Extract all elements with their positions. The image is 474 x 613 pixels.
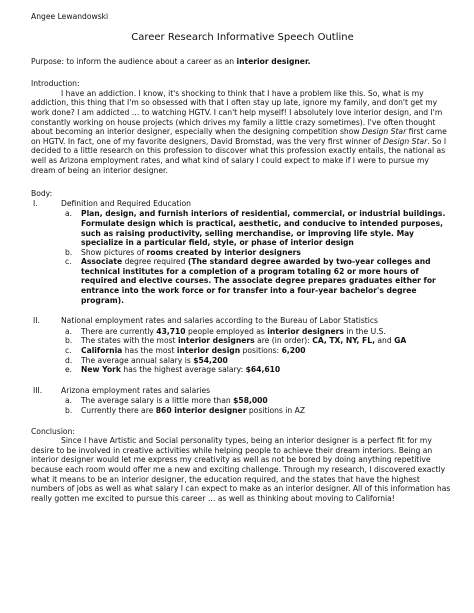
item-text-bold: (The standard degree awarded by two-year colleges and technical institutes for a completion of a program totaling 62 or more hours of required and elective courses. The associate degree prepares graduates either for entrance into the work force or for transfer into a four-year bachelor's degree program). [81,257,436,305]
outline-item [61,248,454,258]
outline-item [61,406,454,416]
item-text-bold: 860 interior designer [155,406,247,415]
item-text-run: are (in order): [254,336,313,346]
body-sections [31,199,454,416]
item-text-run: There are currently [81,326,157,336]
item-text [81,209,454,247]
purpose-line [31,57,454,67]
item-text-run: positions in AZ [246,406,306,415]
item-text [81,396,454,406]
conclusion-heading: Conclusion: [31,426,75,436]
section-numeral: I. [33,198,38,208]
body-heading: Body: [31,189,53,199]
introduction-paragraph [31,89,454,175]
item-letter: b. [65,247,73,257]
item-text [81,365,454,375]
item-text-bold: Associate [81,257,123,267]
outline-section [31,316,454,375]
purpose-text: Purpose: to inform the audience about a career as an [31,56,237,66]
item-text-run: has the most [122,346,177,356]
item-letter: c. [65,346,72,356]
intro-text-2: first came on HGTV. In fact, one of my favorite designers, David Bromstad, was the very first winner of [31,127,447,146]
item-text [81,248,454,258]
item-text-run: The average annual salary is [81,355,194,365]
item-text [81,257,454,305]
item-text-bold: interior designers [267,326,344,336]
outline-item [61,356,454,366]
item-text-bold: Plan, design, and furnish interiors of residential, commercial, or industrial buildings. Formulate design which is practical, aesthetic, and conducive to intended purposes, such as raising productivity, selling merchandise, or improving life style. May specialize in a particular field, style, or phase of interior design [81,209,446,248]
intro-text-1: I have an addiction. I know, it's shocking to think that I have a problem like this. So, what is my addiction, this thing that I'm so obsessed with that I often stay up late, ignore my family, and don't get my work done? I am addicted … to watching HGTV. I can't help myself! I absolutely love interior design, and I'm constantly working on house projects (which drives my family a little crazy sometimes). I've often thought about becoming an interior designer, especially when the designing competition show [31,88,443,137]
section-content [61,386,454,416]
item-letter: a. [65,326,73,336]
introduction-heading: Introduction: [31,79,80,89]
document-title: Career Research Informative Speech Outline [131,31,354,43]
item-text-bold: GA [394,336,407,346]
item-text-run: has the highest average salary: [120,365,246,375]
intro-italic-1: Design Star [362,127,407,137]
item-letter: b. [65,406,73,415]
purpose-bold: interior designer. [236,56,311,66]
item-text [81,336,454,346]
item-text-run: people employed as [185,326,268,336]
item-text-run: The average salary is a little more than [81,396,234,406]
item-text-run: The states with the most [81,336,178,346]
item-text-bold: interior designers [177,336,255,346]
item-letter: d. [65,355,73,365]
item-text-bold: New York [81,365,121,375]
item-text-run: and [374,336,395,346]
item-text-bold: California [81,346,123,356]
item-letter: a. [65,209,73,219]
item-text-run: in the U.S. [343,326,386,336]
section-items [61,209,454,305]
intro-text-3: . So I decided to a little research on this profession to discover what this profession exactly entails, the national as well as Arizona employment rates, and what kind of salary I could expect to make if I were to pursue my dream of being an interior designer. [31,136,447,175]
conclusion-paragraph: Since I have Artistic and Social personality types, being an interior designer is a perfect fit for my desire to be involved in creative activities while helping people to achieve their dream interiors. Being an interior designer would let me express my creativity as well as not be bored by doing anything repetitive because each room would offer me a new and exciting challenge. Through my research, I discovered exactly what it means to be an interior designer, the education required, and the states that have the highest numbers of jobs as well as what salary I can expect to make as an interior designer. All of this information has really gotten me excited to pursue this career … as well as thinking about moving to California! [31,436,451,503]
section-numeral: III. [33,385,43,395]
section-content [61,316,454,375]
item-text [81,356,454,366]
item-text-run: Currently there are [81,406,156,415]
outline-item [61,257,454,305]
item-text-bold: CA, TX, NY, FL, [312,336,375,346]
item-letter: c. [65,257,72,267]
author-name: Angee Lewandowski [31,12,109,21]
outline-item [61,327,454,337]
item-text [81,406,454,416]
item-text-bold: 43,710 [156,326,186,336]
item-text-bold: interior design [176,346,241,356]
section-title: Arizona employment rates and salaries [61,385,211,395]
item-text-bold: $54,200 [193,355,228,365]
outline-item [61,336,454,346]
outline-section [31,386,454,416]
item-letter: e. [65,365,73,375]
section-title: National employment rates and salaries according to the Bureau of Labor Statistics [61,316,379,326]
intro-italic-2: Design Star [383,136,428,146]
item-text [81,327,454,337]
item-text-bold: $64,610 [245,365,281,375]
section-items [61,396,454,415]
outline-item [61,365,454,375]
section-content [61,199,454,306]
outline-section [31,199,454,306]
item-text-run: degree required [122,257,188,267]
item-letter: b. [65,336,73,346]
outline-item [61,396,454,406]
item-letter: a. [65,396,73,406]
item-text [81,346,454,356]
item-text-bold: 6,200 [281,346,306,356]
section-title: Definition and Required Education [61,198,191,208]
item-text-bold: $58,000 [233,396,268,406]
section-items [61,327,454,375]
item-text-run: Show pictures of [81,247,147,257]
item-text-bold: rooms created by interior designers [146,247,301,257]
section-numeral: II. [33,316,40,326]
outline-item [61,209,454,247]
outline-item [61,346,454,356]
item-text-run: positions: [240,346,282,356]
